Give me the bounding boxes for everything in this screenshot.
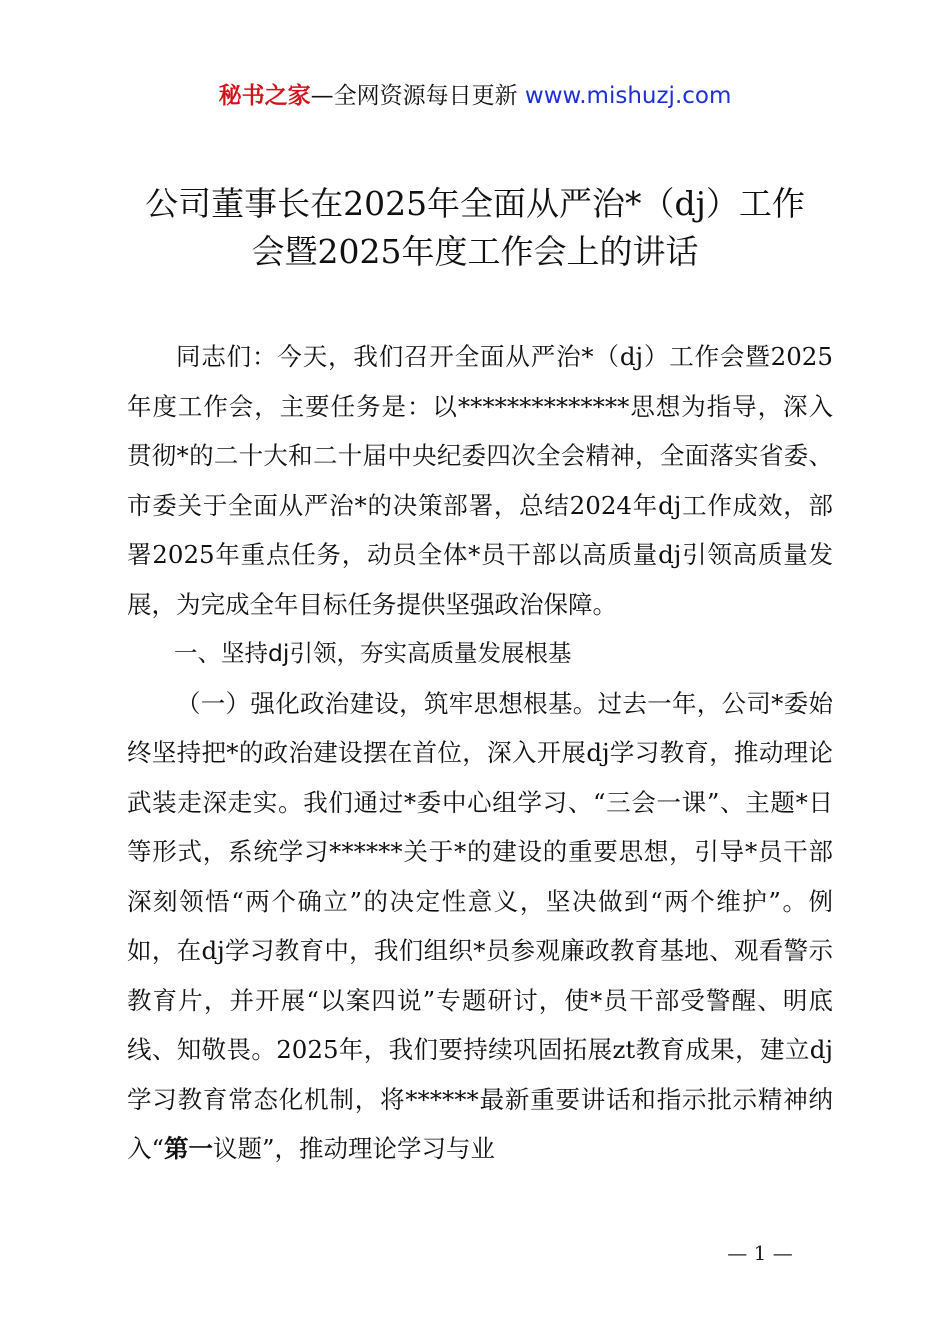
site-brand: 秘书之家 [218,83,311,109]
paragraph-text-part-2: 议题”，推动理论学习与业 [213,1134,496,1163]
document-title-line-1: 公司董事长在2025年全面从严治*（dj）工作 [145,184,805,223]
subsection-paragraph [127,679,833,1174]
page-number: — 1 — [727,1241,793,1265]
section-heading: 一、坚持dj引领，夯实高质量发展根基 [174,639,572,667]
opening-paragraph: 同志们：今天，我们召开全面从严治*（dj）工作会暨2025年度工作会，主要任务是：以**************思想为指导，深入贯彻*的二十大和二十届中央纪委四次全会精神，全面落实省委、市委关于全面从严治*的决策部署，总结2024年dj工作成效，部署2025年重点任务，动员全体*员干部以高质量dj引领高质量发展，为完成全年目标任务提供坚强政治保障。 [127,342,833,619]
site-url-link[interactable]: www.mishuzj.com [524,83,732,109]
document-title-line-2: 会暨2025年度工作会上的讲话 [251,232,699,271]
site-tagline: —全网资源每日更新 [310,83,518,109]
document-title [90,180,860,276]
bold-emphasis: 第一 [164,1134,214,1163]
document-body [127,332,833,1174]
site-header [0,78,950,114]
paragraph-text-part-1: （一）强化政治建设，筑牢思想根基。过去一年，公司*委始终坚持把*的政治建设摆在首位，深入开展dj学习教育，推动理论武装走深走实。我们通过*委中心组学习、“三会一课”、主题*日等形式，系统学习******关于*的建设的重要思想，引导*员干部深刻领悟“两个确立”的决定性意义，坚决做到“两个维护”。例如，在dj学习教育中，我们组织*员参观廉政教育基地、观看警示教育片，并开展“以案四说”专题研讨，使*员干部受警醒、明底线、知敬畏。2025年，我们要持续巩固拓展zt教育成果，建立dj学习教育常态化机制，将******最新重要讲话和指示批示精神纳入“ [127,688,833,1163]
